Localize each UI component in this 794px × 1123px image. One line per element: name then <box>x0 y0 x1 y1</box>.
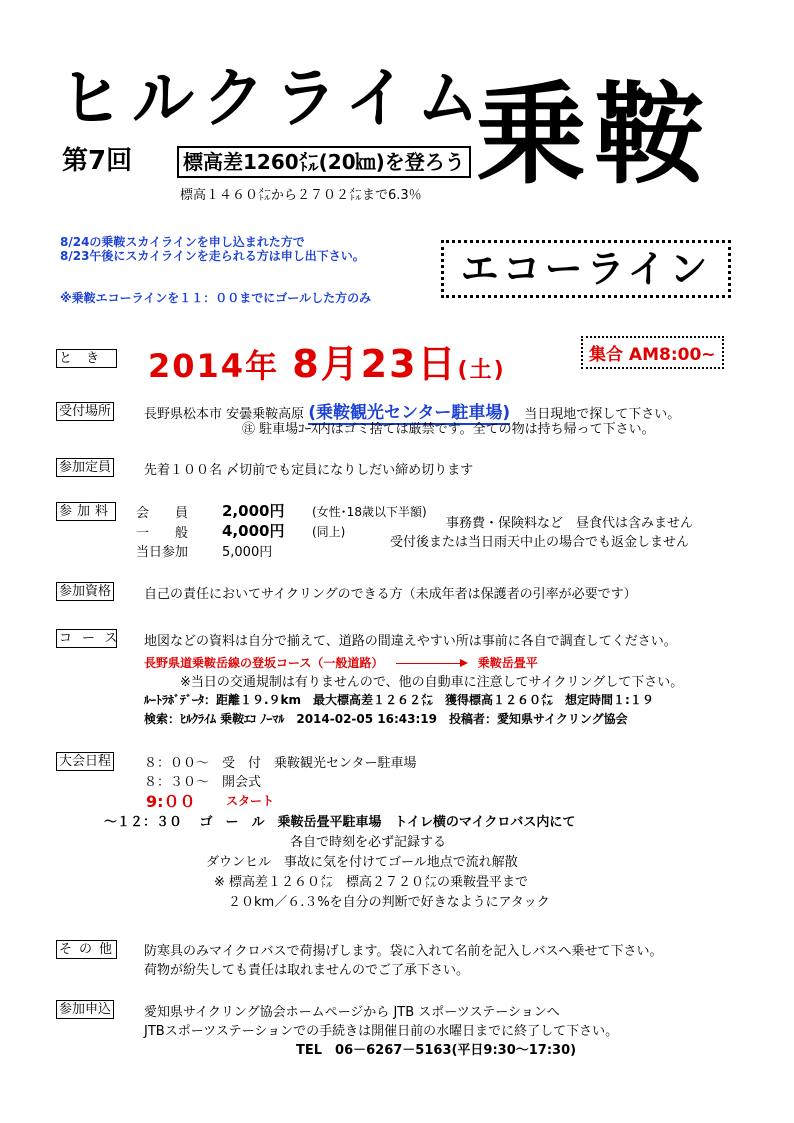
notice-line-1: 8/24の乗鞍スカイラインを申し込まれた方で <box>60 235 305 249</box>
date-weekday: (土) <box>457 358 506 383</box>
reception-place: 長野県松本市 安曇乗鞍高原 <box>144 407 305 422</box>
notice-line-2: 8/23午後にスカイラインを走られる方は申し出下さい。 <box>60 249 365 263</box>
course-line-3: ※当日の交通規制は有りませんので、他の自動車に注意してサイクリングして下さい。 <box>180 675 684 690</box>
course-route-from: 長野県道乗鞍岳線の登坂コース（一般道路） <box>144 656 384 670</box>
date-monthday: 8月23日 <box>292 342 458 386</box>
reception-instruction: 当日現地で探して下さい。 <box>524 407 681 422</box>
capacity-text: 先着１００名 〆切前でも定員になりしだい締め切ります <box>144 463 474 478</box>
fee-note-2: 受付後または当日雨天中止の場合でも返金しません <box>390 535 690 550</box>
fee-label: 参加料 <box>56 502 116 521</box>
fee-member-price: 2,000円 <box>222 502 285 520</box>
schedule-row-5: 各自で時刻を必ず記録する <box>290 835 447 850</box>
reception-note: ㊟ 駐車場ｺｰｽ内はゴミ捨ては厳禁です。全ての物は持ち帰って下さい。 <box>242 422 655 437</box>
big-norikura-text: 乗鞍 <box>476 71 712 199</box>
reception-label: 受付場所 <box>56 402 114 421</box>
fee-member-note: (女性･18歳以下半額) <box>312 505 427 519</box>
schedule-row-2: ８：３０～ 開会式 <box>144 775 262 790</box>
schedule-start-text: スタート <box>226 794 275 808</box>
fee-sameday-price: 5,000円 <box>222 545 273 560</box>
fee-member-label: 会 員 <box>136 506 189 521</box>
capacity-label: 参加定員 <box>56 458 114 477</box>
fee-general-price: 4,000円 <box>222 522 285 540</box>
eco-line-box: エコーライン <box>441 240 731 298</box>
schedule-row-7: ※ 標高差１２６０㍍ 標高２７２０㍍の乗鞍畳平まで <box>214 875 529 890</box>
other-line-2: 荷物が紛失しても責任は取れませんのでご了承下さい。 <box>144 963 470 978</box>
reception-venue: (乗鞍観光センター駐車場) <box>308 403 511 423</box>
schedule-row-1: ８：００～ 受 付 乗鞍観光センター駐車場 <box>144 756 417 771</box>
schedule-label: 大会日程 <box>56 752 114 771</box>
schedule-start-time: 9:００ <box>146 792 196 811</box>
application-label: 参加申込 <box>56 1000 114 1019</box>
application-tel: TEL 06－6267－5163(平日9:30～17:30) <box>296 1043 577 1058</box>
fee-general-label: 一 般 <box>136 526 189 541</box>
date-label: とき <box>56 349 117 368</box>
difficulty-box: 標高差1260㍍(20㎞)を登ろう <box>177 146 471 178</box>
fee-sameday-label: 当日参加 <box>136 545 189 560</box>
schedule-row-4: ～１２：３０ ゴ ー ル 乗鞍岳畳平駐車場 トイレ横のマイクロバス内にて <box>104 815 576 830</box>
application-line-2: JTBスポーツステーションでの手続きは開催日前の水曜日までに終了して下さい。 <box>144 1024 619 1039</box>
fee-note-1: 事務費・保険料など 昼食代は含みません <box>446 516 694 531</box>
course-line-1: 地図などの資料は自分で揃えて、道路の間違えやすい所は事前に各自で調査してください。 <box>144 634 677 649</box>
arrow-right-icon <box>396 663 466 664</box>
notice-line-3: ※乗鞍エコーラインを１１：００までにゴールした方のみ <box>60 291 372 305</box>
qualification-label: 参加資格 <box>56 582 114 601</box>
fee-general-note: (同上) <box>312 525 346 539</box>
course-route-to: 乗鞍岳畳平 <box>477 656 538 670</box>
application-line-1: 愛知県サイクリング協会ホームページから JTB スポーツステーションへ <box>144 1005 560 1020</box>
event-title: ヒルクライム <box>60 59 489 137</box>
other-line-1: 防寒具のみマイクロバスで荷揚げします。袋に入れて名前を記入しバスへ乗せて下さい。 <box>144 944 663 959</box>
course-line-5: 検索：ﾋﾙｸﾗｲﾑ 乗鞍ｴｺ ﾉｰﾏﾙ 2014-02-05 16:43:19 投稿者：愛知県サイクリング協会 <box>144 712 628 726</box>
event-date <box>148 333 506 388</box>
schedule-row-6: ダウンヒル 事故に気を付けてゴール地点で流れ解散 <box>206 855 518 870</box>
date-year: 2014年 <box>148 347 280 385</box>
elevation-line: 標高１４６０㍍から２７０２㍍まで6.3％ <box>180 188 422 203</box>
course-line-4: ﾙｰﾄﾗﾎﾞﾃﾞｰﾀ：距離１９.９km 最大標高差１２６２㍍ 獲得標高１２６０㍍ 想定時間１:１９ <box>144 693 654 707</box>
other-label: その他 <box>56 940 117 959</box>
course-label: コース <box>56 629 117 648</box>
schedule-row-8: ２０km／６.３%を自分の判断で好きなようにアタック <box>228 895 550 910</box>
gather-time-badge: 集合 AM8:00~ <box>581 336 724 369</box>
round-number: 第7回 <box>62 146 133 176</box>
course-route <box>144 654 538 671</box>
qualification-text: 自己の責任においてサイクリングのできる方（未成年者は保護者の引率が必要です） <box>144 587 637 602</box>
